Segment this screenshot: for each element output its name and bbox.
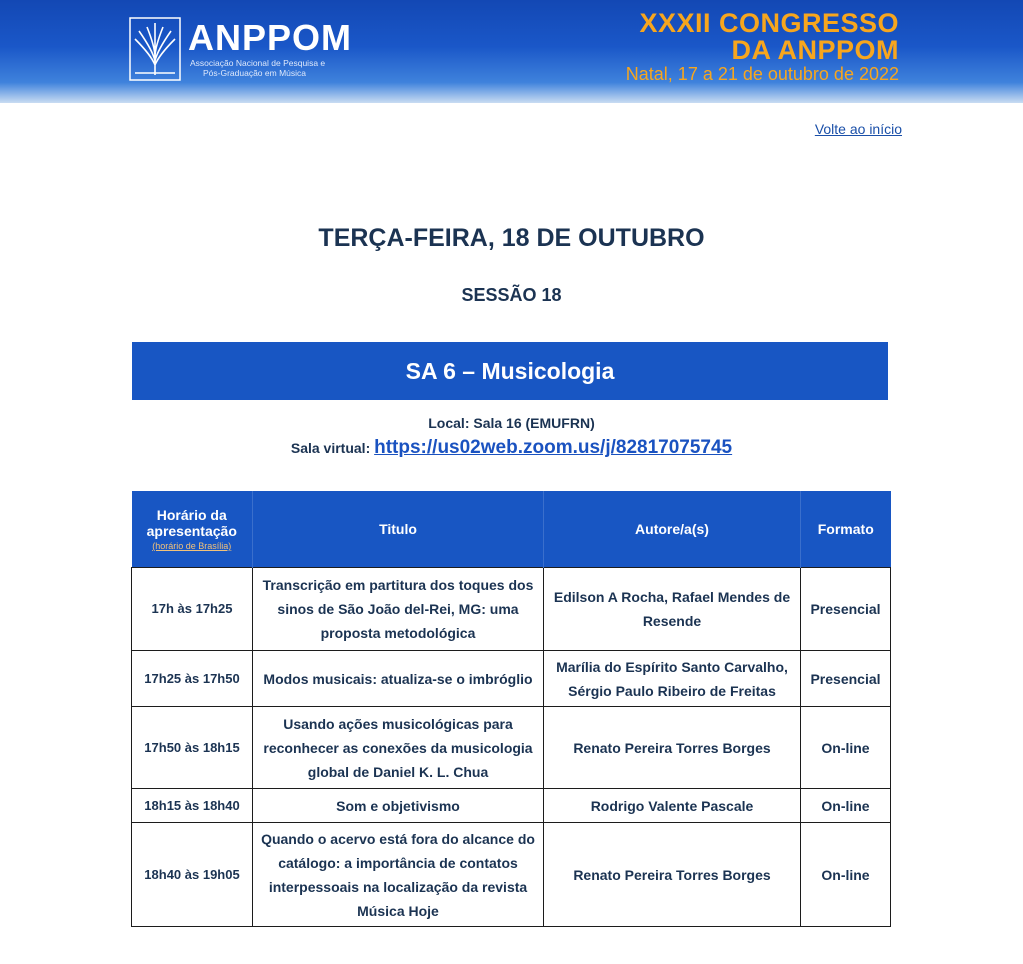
header-time-sub: (horário de Brasília) — [152, 541, 232, 551]
row-time: 17h às 17h25 — [132, 568, 253, 651]
header-authors: Autore/a(s) — [544, 491, 801, 568]
table-row — [132, 651, 891, 707]
row-authors: Marília do Espírito Santo Carvalho, Sérgio Paulo Ribeiro de Freitas — [544, 651, 801, 707]
row-authors: Rodrigo Valente Pascale — [544, 789, 801, 823]
day-title: TERÇA-FEIRA, 18 DE OUTUBRO — [318, 224, 705, 252]
row-format: On-line — [801, 707, 891, 789]
row-authors: Renato Pereira Torres Borges — [544, 823, 801, 927]
zoom-link[interactable]: https://us02web.zoom.us/j/82817075745 — [374, 437, 733, 458]
row-authors: Edilson A Rocha, Rafael Mendes de Resende — [544, 568, 801, 651]
row-time: 18h40 às 19h05 — [132, 823, 253, 927]
row-authors: Renato Pereira Torres Borges — [544, 707, 801, 789]
virtual-room-label: Sala virtual: — [290, 440, 371, 456]
brand-subtitle-line-1: Associação Nacional de Pesquisa e — [190, 58, 326, 68]
header-time — [132, 491, 253, 568]
row-format: On-line — [801, 789, 891, 823]
schedule-table — [131, 491, 891, 927]
row-format: Presencial — [801, 651, 891, 707]
brand-name: ANPPOM — [188, 17, 353, 58]
table-row — [132, 823, 891, 927]
congress-date: Natal, 17 a 21 de outubro de 2022 — [625, 64, 899, 84]
row-title: Transcrição em partitura dos toques dos sinos de São João del-Rei, MG: uma proposta metodológica — [253, 568, 544, 651]
table-row — [132, 789, 891, 823]
row-title: Usando ações musicológicas para reconhecer as conexões da musicologia global de Daniel K. L. Chua — [253, 707, 544, 789]
row-time: 17h50 às 18h15 — [132, 707, 253, 789]
table-row — [132, 707, 891, 789]
congress-title-line-2: DA ANPPOM — [731, 35, 899, 65]
session-area-title: SA 6 – Musicologia — [132, 342, 888, 400]
header-time-label: Horário da apresentação — [146, 507, 237, 539]
congress-title — [639, 10, 899, 64]
table-header-row — [132, 491, 891, 568]
header-banner — [0, 0, 1023, 103]
row-time: 17h25 às 17h50 — [132, 651, 253, 707]
header-title: Titulo — [253, 491, 544, 568]
row-title: Modos musicais: atualiza-se o imbróglio — [253, 651, 544, 707]
location-text: Local: Sala 16 (EMUFRN) — [428, 415, 595, 431]
row-format: On-line — [801, 823, 891, 927]
anppom-logo-icon — [129, 17, 181, 81]
session-title: SESSÃO 18 — [461, 285, 562, 305]
brand-subtitle-line-2: Pós-Graduação em Música — [203, 68, 306, 78]
header-format: Formato — [801, 491, 891, 568]
back-to-start-link[interactable]: Volte ao início — [814, 121, 902, 137]
virtual-room — [0, 437, 1023, 459]
table-row — [132, 568, 891, 651]
row-title: Som e objetivismo — [253, 789, 544, 823]
row-format: Presencial — [801, 568, 891, 651]
row-time: 18h15 às 18h40 — [132, 789, 253, 823]
row-title: Quando o acervo está fora do alcance do catálogo: a importância de contatos interpessoais na localização da revista Música Hoje — [253, 823, 544, 927]
congress-title-line-1: XXXII CONGRESSO — [639, 8, 899, 38]
